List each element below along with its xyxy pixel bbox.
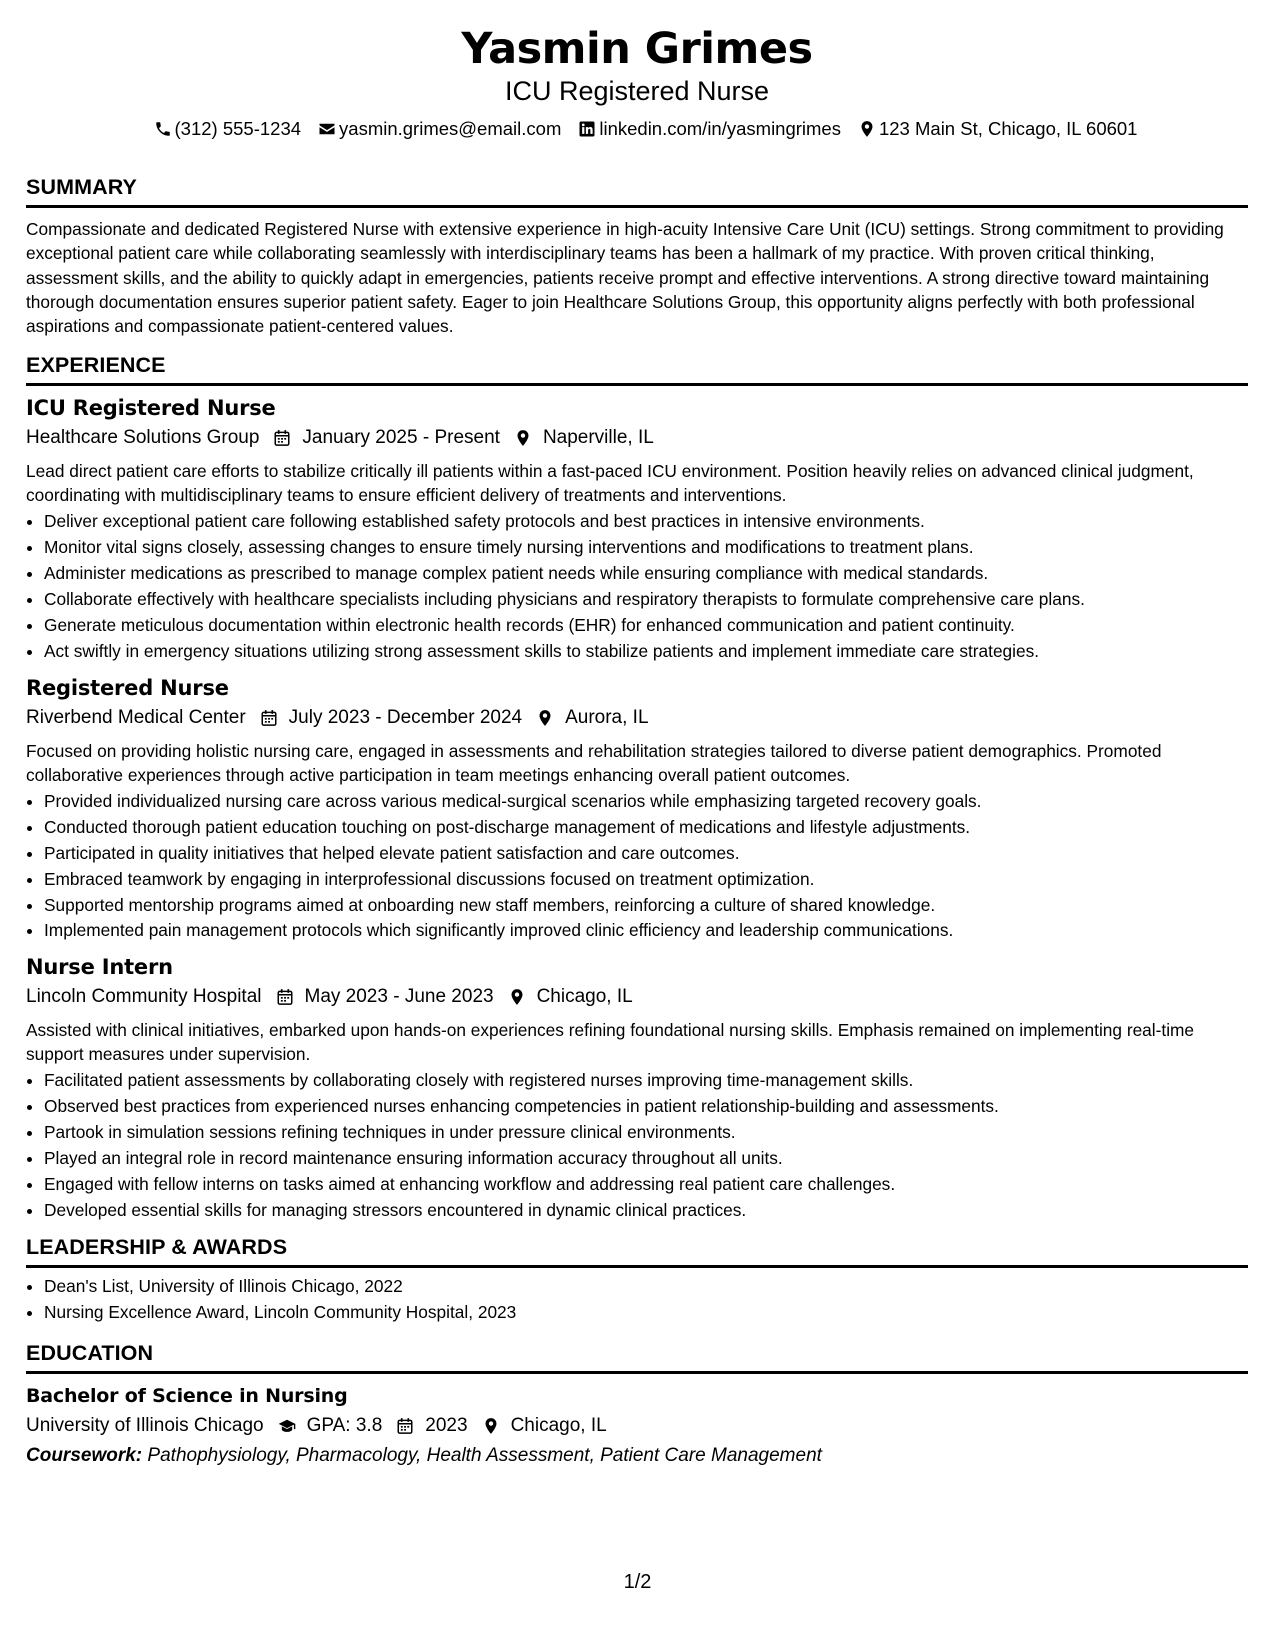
job-dates: January 2025 - Present	[302, 427, 500, 449]
job-location: Naperville, IL	[542, 427, 654, 449]
section-title-summary: SUMMARY	[26, 175, 137, 199]
job-bullets	[26, 1068, 1248, 1223]
job-bullets	[26, 509, 1248, 664]
envelope-icon	[318, 120, 336, 138]
list-item: • Partook in simulation sessions refining techniques in under pressure clinical environments.	[44, 1120, 1248, 1146]
job-location: Chicago, IL	[536, 986, 633, 1008]
job-location: Aurora, IL	[565, 706, 649, 728]
calendar-icon	[396, 1417, 414, 1435]
gpa-text: GPA: 3.8	[306, 1414, 383, 1436]
section-title-experience: EXPERIENCE	[26, 353, 166, 378]
candidate-role: ICU Registered Nurse	[504, 76, 770, 106]
job-bullets	[26, 789, 1248, 944]
list-item: • Engaged with fellow interns on tasks aimed at enhancing workflow and addressing real patient care challenges.	[44, 1172, 1248, 1198]
address-text: 123 Main St, Chicago, IL 60601	[878, 118, 1138, 139]
job-dates: May 2023 - June 2023	[304, 986, 494, 1008]
graduation-cap-icon	[278, 1417, 296, 1435]
contact-address	[858, 117, 1138, 141]
contact-email[interactable]	[318, 117, 561, 141]
education-section	[26, 1340, 1248, 1469]
job-entry	[26, 395, 1248, 664]
job-description: Lead direct patient care efforts to stabilize critically ill patients within a fast-paced ICU environment. Position heavily relies on advanced clinical judgment, coordinating with multidisciplinary teams to ensure efficient delivery of treatments and interventions.	[26, 461, 1194, 506]
company-name: Healthcare Solutions Group	[26, 427, 260, 449]
job-description: Assisted with clinical initiatives, embarked upon hands-on experiences refining foundational nursing skills. Emphasis remained on implementing real-time support measures under supervision.	[26, 1020, 1195, 1065]
email-link[interactable]: yasmin.grimes@email.com	[339, 118, 562, 139]
calendar-icon	[276, 988, 294, 1006]
job-entry	[26, 675, 1248, 944]
page-number: 1/2	[623, 1571, 652, 1593]
linkedin-icon	[578, 120, 596, 138]
list-item: • Facilitated patient assessments by collaborating closely with registered nurses improving time-management skills.	[44, 1068, 1248, 1094]
map-pin-icon	[508, 988, 526, 1006]
list-item: • Provided individualized nursing care across various medical-surgical scenarios while emphasizing targeted recovery goals.	[44, 789, 1248, 815]
section-divider	[26, 1371, 1248, 1374]
phone-icon	[154, 120, 172, 138]
education-location: Chicago, IL	[510, 1414, 607, 1436]
list-item: • Developed essential skills for managing stressors encountered in dynamic clinical practices.	[44, 1198, 1248, 1224]
summary-text: Compassionate and dedicated Registered Nurse with extensive experience in high-acuity Intensive Care Unit (ICU) settings. Strong commitment to providing exceptional patient care while collaborating seamlessly with interdisciplinary teams has been a hallmark of my practice. With proven critical thinking, assessment skills, and the ability to quickly adapt in emergencies, patients receive prompt and effective interventions. A strong directive toward maintaining thorough documentation ensures superior patient safety. Eager to join Healthcare Solutions Group, this opportunity aligns perfectly with both professional aspirations and compassionate patient-centered values.	[26, 219, 1224, 337]
contact-linkedin[interactable]	[578, 117, 841, 141]
list-item: • Participated in quality initiatives that helped elevate patient satisfaction and care outcomes.	[44, 841, 1248, 867]
list-item: • Act swiftly in emergency situations utilizing strong assessment skills to stabilize patients and implement immediate care strategies.	[44, 639, 1248, 665]
section-divider	[26, 383, 1248, 386]
job-entry	[26, 954, 1248, 1223]
list-item: • Nursing Excellence Award, Lincoln Community Hospital, 2023	[44, 1300, 1248, 1326]
list-item: • Implemented pain management protocols which significantly improved clinic efficiency and leadership communications.	[44, 918, 1248, 944]
list-item: • Collaborate effectively with healthcare specialists including physicians and respiratory therapists to formulate comprehensive care plans.	[44, 587, 1248, 613]
summary-section	[26, 174, 1248, 338]
list-item: • Played an integral role in record maintenance ensuring information accuracy throughout all units.	[44, 1146, 1248, 1172]
calendar-icon	[273, 429, 291, 447]
list-item: • Generate meticulous documentation within electronic health records (EHR) for enhanced communication and patient continuity.	[44, 613, 1248, 639]
job-description: Focused on providing holistic nursing care, engaged in assessments and rehabilitation strategies tailored to diverse patient demographics. Promoted collaborative experiences through active participation in team meetings enhancing overall patient outcomes.	[26, 740, 1162, 785]
map-pin-icon	[482, 1417, 500, 1435]
coursework-text: Pathophysiology, Pharmacology, Health Assessment, Patient Care Management	[147, 1444, 822, 1466]
list-item: • Deliver exceptional patient care following established safety protocols and best practices in intensive environments.	[44, 509, 1248, 535]
company-name: Lincoln Community Hospital	[26, 986, 262, 1008]
linkedin-link[interactable]: linkedin.com/in/yasmingrimes	[599, 118, 841, 139]
coursework-label: Coursework:	[26, 1444, 143, 1466]
map-pin-icon	[536, 709, 554, 727]
job-title: ICU Registered Nurse	[26, 396, 276, 421]
awards-list	[26, 1274, 1248, 1326]
job-meta	[26, 425, 1248, 451]
list-item: • Observed best practices from experienced nurses enhancing competencies in patient relationship-building and assessments.	[44, 1094, 1248, 1120]
school-name: University of Illinois Chicago	[26, 1414, 264, 1436]
section-title-leadership: LEADERSHIP & AWARDS	[26, 1234, 288, 1259]
list-item: • Conducted thorough patient education touching on post-discharge management of medications and lifestyle adjustments.	[44, 815, 1248, 841]
job-meta	[26, 984, 1248, 1010]
list-item: • Embraced teamwork by engaging in interprofessional discussions focused on treatment optimization.	[44, 867, 1248, 893]
list-item: • Supported mentorship programs aimed at onboarding new staff members, reinforcing a culture of shared knowledge.	[44, 893, 1248, 919]
contact-phone	[154, 117, 302, 141]
map-pin-icon	[858, 120, 876, 138]
leadership-section	[26, 1234, 1248, 1326]
experience-section	[26, 352, 1248, 1223]
job-title: Registered Nurse	[26, 675, 229, 700]
degree-title: Bachelor of Science in Nursing	[26, 1384, 348, 1407]
list-item: • Administer medications as prescribed to manage complex patient needs while ensuring compliance with medical standards.	[44, 561, 1248, 587]
job-meta	[26, 705, 1248, 731]
contact-bar	[43, 117, 1248, 141]
resume-page	[26, 0, 1248, 1469]
calendar-icon	[260, 709, 278, 727]
candidate-name: Yasmin Grimes	[461, 24, 813, 74]
coursework-line	[26, 1443, 1248, 1469]
section-divider	[26, 205, 1248, 208]
education-meta	[26, 1413, 1248, 1439]
job-title: Nurse Intern	[26, 955, 173, 980]
job-dates: July 2023 - December 2024	[288, 706, 523, 728]
map-pin-icon	[514, 429, 532, 447]
list-item: • Dean's List, University of Illinois Chicago, 2022	[44, 1274, 1248, 1300]
company-name: Riverbend Medical Center	[26, 706, 246, 728]
section-title-education: EDUCATION	[26, 1340, 154, 1365]
section-divider	[26, 1265, 1248, 1268]
phone-text: (312) 555-1234	[174, 118, 302, 139]
list-item: • Monitor vital signs closely, assessing changes to ensure timely nursing interventions and modifications to treatment plans.	[44, 535, 1248, 561]
graduation-year: 2023	[425, 1414, 468, 1436]
